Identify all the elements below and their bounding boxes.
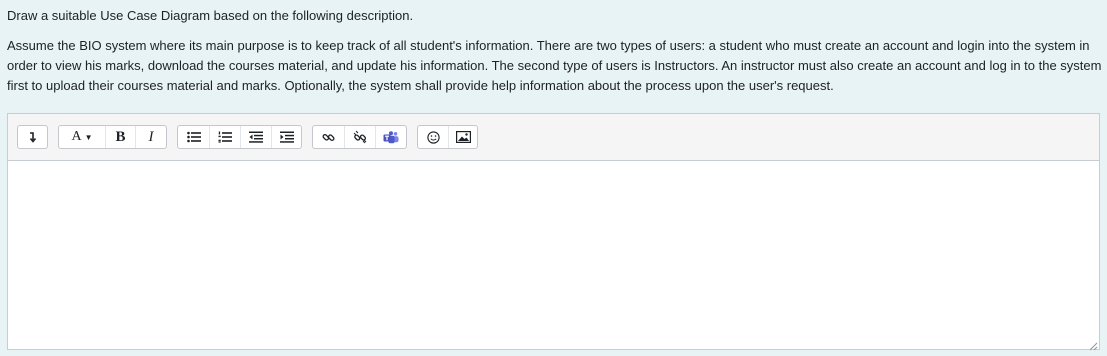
ordered-list-button[interactable] xyxy=(209,126,240,148)
emoji-icon xyxy=(427,131,440,144)
bold-button[interactable] xyxy=(105,126,135,148)
toolbar-group-lists xyxy=(177,125,302,149)
emoji-button[interactable] xyxy=(418,126,448,148)
indent-button[interactable] xyxy=(271,126,301,148)
show-more-button[interactable] xyxy=(18,126,47,148)
toolbar-group-collapse xyxy=(17,125,48,149)
link-icon xyxy=(322,131,335,144)
font-style-label: A xyxy=(71,129,82,144)
question-description: Assume the BIO system where its main purpose is to keep track of all student's information. There are two types of users: a student who must create an account and login into the system in order to view his marks, download the courses material, and update his information. The second type of users is Instructors. An instructor must also create an account and log in to the system first to upload their courses material and marks. Optionally, the system shall provide help information about the process upon the user's request. xyxy=(7,38,1102,93)
unlink-button[interactable] xyxy=(344,126,375,148)
italic-label: I xyxy=(148,128,154,145)
caret-down-icon: ▼ xyxy=(84,132,93,142)
rich-text-editor xyxy=(7,113,1100,350)
question-text xyxy=(7,6,1103,96)
toolbar-group-links xyxy=(312,125,407,149)
arrow-down-icon xyxy=(28,132,38,143)
link-button[interactable] xyxy=(313,126,344,148)
editor-content-area[interactable] xyxy=(8,161,1099,349)
insert-image-button[interactable] xyxy=(448,126,477,148)
image-icon xyxy=(456,131,471,143)
teams-meeting-button[interactable] xyxy=(375,126,406,148)
outdent-button[interactable] xyxy=(240,126,271,148)
ordered-list-icon xyxy=(218,131,232,143)
bold-label: B xyxy=(115,128,126,145)
editor-toolbar xyxy=(8,114,1099,161)
toolbar-group-style xyxy=(58,125,167,149)
toolbar-group-insert xyxy=(417,125,478,149)
font-style-dropdown[interactable] xyxy=(59,126,105,148)
question-title: Draw a suitable Use Case Diagram based on the following description. xyxy=(7,8,414,23)
unlink-icon xyxy=(353,130,367,144)
italic-button[interactable] xyxy=(135,126,166,148)
unordered-list-icon xyxy=(187,131,201,143)
unordered-list-button[interactable] xyxy=(178,126,209,148)
teams-icon xyxy=(383,131,399,144)
outdent-icon xyxy=(249,131,263,143)
resize-handle-icon[interactable] xyxy=(1088,338,1098,348)
indent-icon xyxy=(280,131,294,143)
